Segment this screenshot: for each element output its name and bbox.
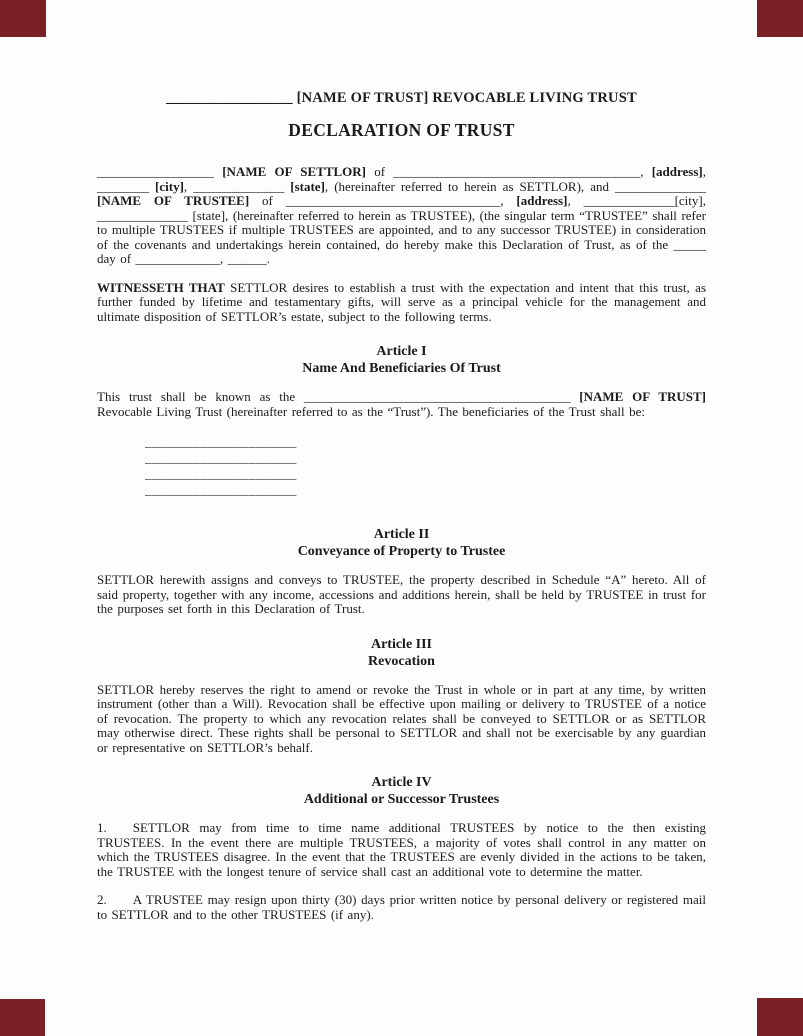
bold-text-segment: [address] <box>516 193 568 208</box>
article-3-paragraph <box>97 683 706 756</box>
text-segment: , ______________ <box>183 178 291 194</box>
text-segment: __________________ <box>97 164 223 179</box>
bold-text-segment: [NAME OF SETTLOR] <box>222 164 366 179</box>
beneficiary-blank-lines <box>145 434 706 498</box>
text-segment: Revocable Living Trust (hereinafter referred to as the “Trust”). The beneficiaries of the Trust shall be: <box>97 403 645 419</box>
bold-text-segment: [state] <box>290 178 325 194</box>
bold-text-segment: [city] <box>155 178 184 194</box>
article-1-paragraph <box>97 390 706 419</box>
article-4-paragraph-1 <box>97 821 706 879</box>
bold-text-segment: WITNESSETH THAT <box>97 279 225 295</box>
document-subtitle: DECLARATION OF TRUST <box>288 120 515 140</box>
article-1-heading <box>97 343 706 377</box>
text-segment: of ______________________________________, <box>366 164 652 179</box>
article-4-heading <box>97 774 706 808</box>
text-segment: , (hereinafter referred to herein as SETTLOR), and ______________ <box>324 178 707 194</box>
article-4-title: Additional or Successor Trustees <box>303 792 500 807</box>
text-segment: 2. A TRUSTEE may resign upon thirty (30) days prior written notice by personal delivery or registered mail to SETTLOR and to the other TRUSTEES (if any). <box>97 892 706 922</box>
article-3-heading <box>97 636 706 670</box>
bold-text-segment: [NAME OF TRUSTEE] <box>97 193 250 208</box>
article-2-number: Article II <box>373 527 430 542</box>
text-segment: SETTLOR desires to establish a trust with the expectation and intent that this trust, as further funded by lifetime and testamentary gifts, will serve as a principal vehicle for the management and ultimate disposition of SETTLOR’s estate, subject to the following terms. <box>97 279 706 324</box>
article-2-title: Conveyance of Property to Trustee <box>297 544 506 559</box>
article-3-title: Revocation <box>368 653 435 669</box>
text-segment: SETTLOR herewith assigns and conveys to TRUSTEE, the property described in Schedule “A” hereto. All of said property, together with any income, accessions and additions herein, shall be held by TRUSTEE in trust for the purposes set forth in this Declaration of Trust. <box>97 572 706 616</box>
text-segment: 1. SETTLOR may from time to time name additional TRUSTEES by notice to the then existing TRUSTEES. In the event there are multiple TRUSTEES, a majority of votes shall control in any matter on which the TRUSTEES disagree. In the event that the TRUSTEES are evenly divided in the actions to be taken, the TRUSTEE with the longest tenure of service shall cast an additional vote to determine the matter. <box>97 820 706 879</box>
text-segment: SETTLOR hereby reserves the right to amend or revoke the Trust in whole or in part at any time, by written instrument (other than a Will). Revocation shall be effective upon mailing or delivery to TRUSTEE of a notice of revocation. The property to which any revocation relates shall be conveyed to SETTLOR or as SETTLOR may otherwise direct. These rights shall be personal to SETTLOR and shall not be exercisable by any guardian or representative on SETTLOR’s behalf. <box>97 681 706 755</box>
text-segment: , ______________[city], ______________ [state], (hereinafter referred to herein as TRUSTEE), (the singular term “TRUSTEE” shall refer to multiple TRUSTEES if multiple TRUSTEES are appointed, and to any successor TRUSTEE) in consideration of the covenants and undertakings herein contained, do hereby make this Declaration of Trust, as of the _____ day of _____________, ______. <box>97 193 706 266</box>
beneficiary-blank-line-3: ______________________ <box>145 466 297 481</box>
text-segment: This trust shall be known as the _________________________________________ <box>97 389 580 404</box>
corner-mark-bottom-right <box>757 998 803 1036</box>
beneficiary-blank-line-4: ______________________ <box>145 482 297 497</box>
article-2-paragraph <box>97 573 706 617</box>
article-2-heading <box>97 526 706 560</box>
document-title: _________________ [NAME OF TRUST] REVOCABLE LIVING TRUST <box>166 90 637 106</box>
article-4-paragraph-2 <box>97 893 706 922</box>
article-3-number: Article III <box>370 636 433 652</box>
article-1-title: Name And Beneficiaries Of Trust <box>302 361 501 376</box>
witnesseth-paragraph <box>97 281 706 325</box>
corner-mark-top-left <box>0 0 46 37</box>
bold-text-segment: [address] <box>651 164 703 179</box>
corner-mark-bottom-left <box>0 999 45 1036</box>
beneficiary-blank-line-2: ______________________ <box>145 450 297 465</box>
text-segment: of _________________________________, <box>249 193 517 208</box>
opening-paragraph <box>97 165 706 267</box>
article-4-number: Article IV <box>371 775 432 790</box>
corner-mark-top-right <box>757 0 803 37</box>
beneficiary-blank-line-1: ______________________ <box>145 434 297 449</box>
bold-text-segment: [NAME OF TRUST] <box>579 389 706 404</box>
article-1-number: Article I <box>376 344 427 359</box>
text-segment: , ________ <box>97 164 706 194</box>
